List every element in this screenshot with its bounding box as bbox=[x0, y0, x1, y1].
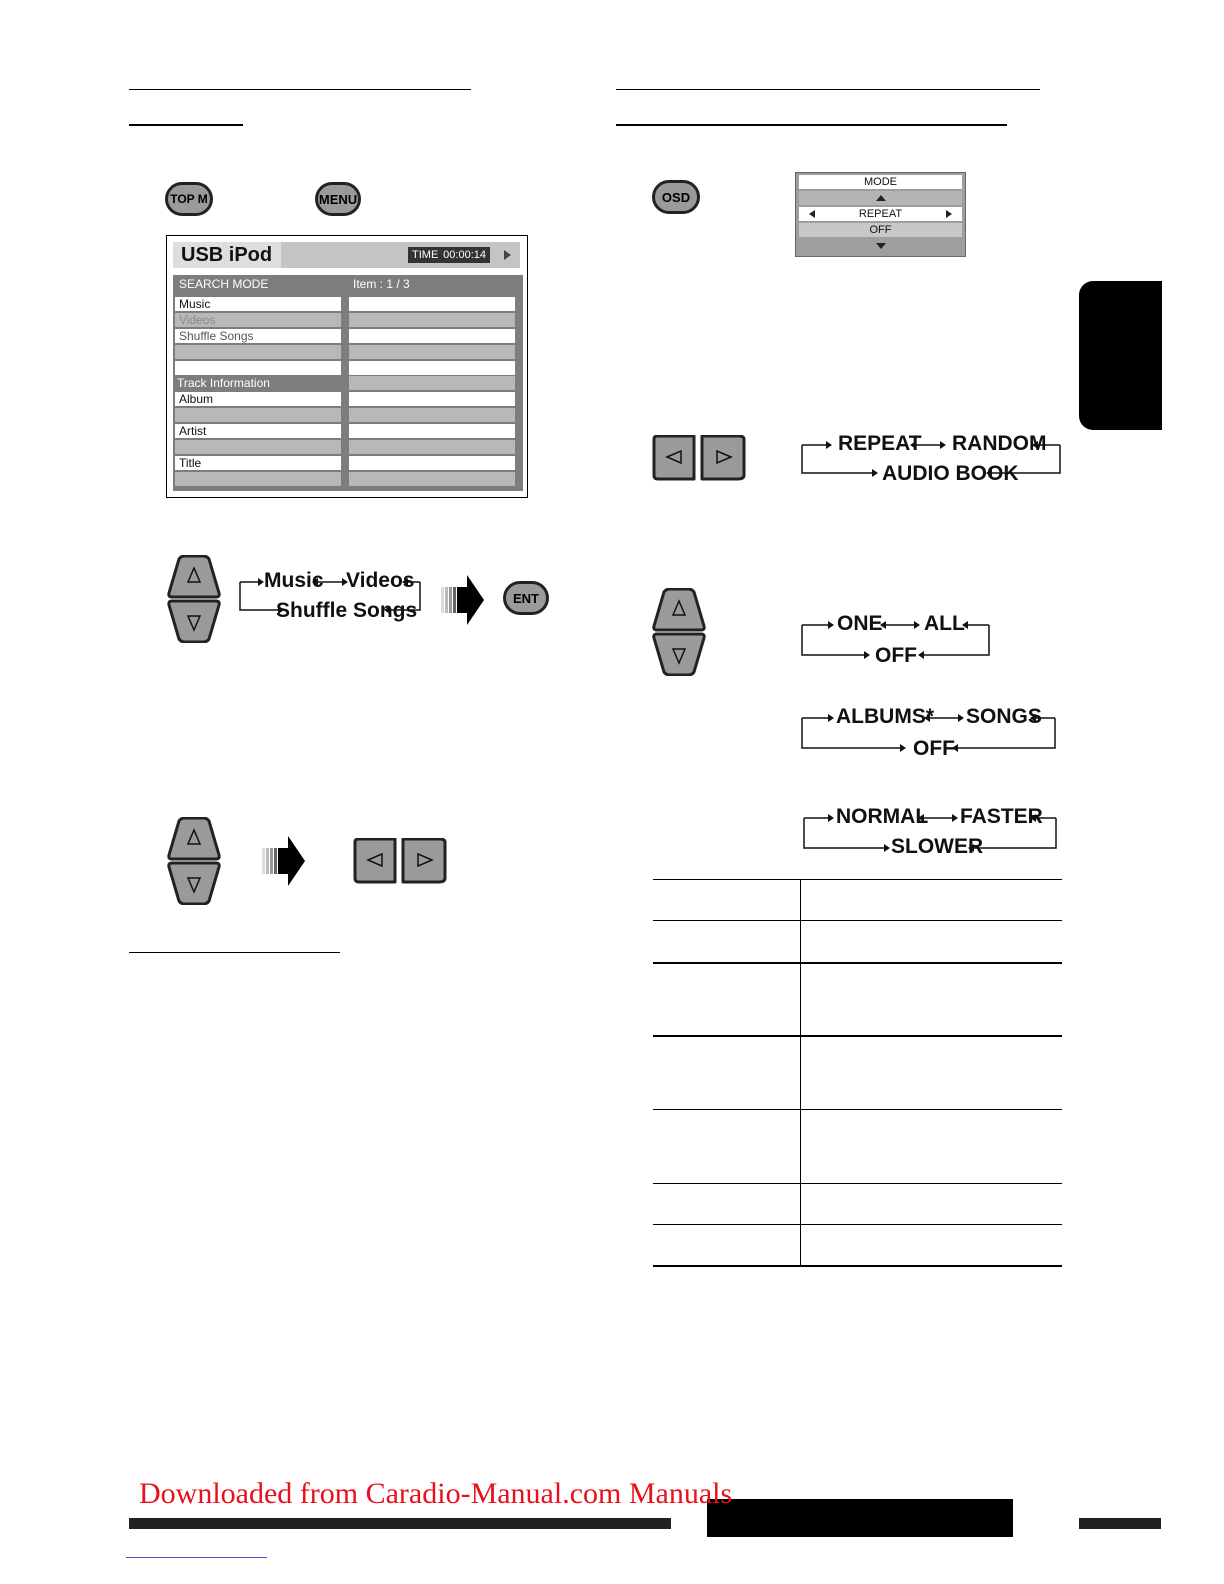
cycle-off: OFF bbox=[875, 644, 917, 667]
list-item bbox=[175, 345, 341, 359]
list-item bbox=[349, 472, 515, 486]
osd-button[interactable]: OSD bbox=[652, 180, 700, 214]
cycle-faster: FASTER bbox=[960, 805, 1043, 828]
proceed-arrow-icon bbox=[262, 835, 306, 887]
right-heading-rule-2 bbox=[616, 124, 1007, 126]
down-button bbox=[169, 601, 219, 642]
down-button bbox=[169, 863, 219, 904]
list-item bbox=[175, 361, 341, 375]
cycle-songs: SONGS bbox=[966, 705, 1042, 728]
time-label: TIME bbox=[412, 249, 439, 261]
list-item bbox=[349, 361, 515, 375]
track-field-album: Album bbox=[175, 392, 341, 406]
list-item bbox=[349, 345, 515, 359]
footer-link-underline bbox=[126, 1557, 267, 1558]
time-display bbox=[408, 247, 490, 263]
download-watermark[interactable]: Downloaded from Caradio-Manual.com Manuals bbox=[139, 1477, 733, 1510]
list-item bbox=[349, 456, 515, 470]
track-info-header: Track Information bbox=[177, 376, 270, 390]
random-cycle bbox=[800, 701, 1060, 763]
cycle-music: Music bbox=[264, 569, 324, 592]
repeat-cycle bbox=[800, 608, 994, 670]
osd-menu-title: MODE bbox=[799, 175, 962, 189]
track-field-title: Title bbox=[175, 456, 341, 470]
mode-item-videos[interactable]: Videos bbox=[175, 313, 341, 327]
search-mode-header: SEARCH MODE bbox=[179, 277, 269, 291]
list-item bbox=[349, 297, 515, 311]
table-rule bbox=[653, 879, 1062, 880]
footer-page-box bbox=[707, 1499, 1013, 1537]
cycle-all: ALL bbox=[924, 612, 965, 635]
speed-cycle bbox=[802, 801, 1060, 863]
search-mode-cycle bbox=[238, 565, 424, 627]
table-rule bbox=[653, 1183, 1062, 1184]
osd-down-arrow-icon[interactable] bbox=[799, 239, 962, 253]
footer-bar-right bbox=[1079, 1518, 1161, 1529]
cycle-normal: NORMAL bbox=[836, 805, 929, 828]
left-heading-rule-2 bbox=[129, 124, 243, 126]
osd-right-arrow-icon[interactable] bbox=[946, 210, 952, 218]
list-item bbox=[349, 440, 515, 454]
left-button bbox=[355, 839, 395, 882]
list-item bbox=[349, 392, 515, 406]
up-down-buttons[interactable] bbox=[650, 588, 708, 676]
cycle-videos: Videos bbox=[346, 569, 415, 592]
cycle-off: OFF bbox=[913, 737, 955, 760]
usb-ipod-screen bbox=[166, 235, 528, 498]
left-heading-rule-1 bbox=[129, 89, 471, 90]
cycle-random: RANDOM bbox=[952, 432, 1047, 455]
footer-bar-left bbox=[129, 1518, 671, 1529]
cycle-shuffle-songs: Shuffle Songs bbox=[276, 599, 418, 622]
item-count: Item : 1 / 3 bbox=[353, 277, 410, 291]
left-right-buttons[interactable] bbox=[351, 838, 449, 884]
proceed-arrow-icon bbox=[441, 574, 485, 626]
osd-menu-item: REPEAT bbox=[858, 208, 903, 220]
list-item bbox=[349, 313, 515, 327]
cycle-slower: SLOWER bbox=[891, 835, 984, 858]
right-heading-rule-1 bbox=[616, 89, 1040, 90]
section-tab bbox=[1079, 281, 1162, 430]
mode-item-music[interactable]: Music bbox=[175, 297, 341, 311]
screen-title: USB iPod bbox=[173, 242, 281, 268]
list-item bbox=[349, 376, 515, 390]
table-rule bbox=[653, 920, 1062, 921]
left-button bbox=[654, 436, 694, 479]
play-icon bbox=[504, 250, 511, 260]
cycle-albums: ALBUMS* bbox=[836, 705, 934, 728]
screen-title-bar bbox=[173, 242, 520, 268]
table-rule bbox=[653, 1224, 1062, 1225]
up-button bbox=[169, 556, 219, 597]
top-menu-button[interactable]: TOP M bbox=[165, 182, 213, 216]
osd-mode-menu bbox=[795, 172, 966, 257]
cycle-repeat: REPEAT bbox=[838, 432, 922, 455]
table-rule bbox=[653, 1265, 1062, 1267]
cycle-one: ONE bbox=[837, 612, 883, 635]
table-rule bbox=[653, 962, 1062, 964]
right-button bbox=[702, 436, 744, 479]
table-column-divider bbox=[800, 879, 801, 1267]
down-button bbox=[654, 634, 704, 675]
mode-cycle bbox=[800, 428, 1064, 490]
list-item bbox=[349, 424, 515, 438]
up-down-buttons[interactable] bbox=[165, 817, 223, 905]
osd-item-row[interactable] bbox=[799, 207, 962, 221]
menu-button[interactable]: MENU bbox=[315, 182, 361, 216]
list-item bbox=[349, 408, 515, 422]
up-down-buttons[interactable] bbox=[165, 555, 223, 643]
list-item bbox=[175, 408, 341, 422]
time-value: 00:00:14 bbox=[443, 249, 486, 261]
list-item bbox=[175, 472, 341, 486]
osd-up-arrow-icon[interactable] bbox=[799, 191, 962, 205]
right-button bbox=[403, 839, 445, 882]
table-rule bbox=[653, 1109, 1062, 1110]
left-right-buttons[interactable] bbox=[650, 435, 748, 481]
ent-button[interactable]: ENT bbox=[503, 581, 549, 615]
list-item bbox=[175, 440, 341, 454]
up-button bbox=[169, 818, 219, 859]
left-note-rule bbox=[129, 952, 340, 953]
table-rule bbox=[653, 1035, 1062, 1037]
list-item bbox=[349, 329, 515, 343]
osd-left-arrow-icon[interactable] bbox=[809, 210, 815, 218]
track-field-artist: Artist bbox=[175, 424, 341, 438]
screen-body bbox=[173, 275, 523, 491]
up-button bbox=[654, 589, 704, 630]
cycle-audio-book: AUDIO BOOK bbox=[882, 462, 1019, 485]
mode-item-shuffle-songs[interactable]: Shuffle Songs bbox=[175, 329, 341, 343]
osd-menu-value: OFF bbox=[799, 223, 962, 237]
